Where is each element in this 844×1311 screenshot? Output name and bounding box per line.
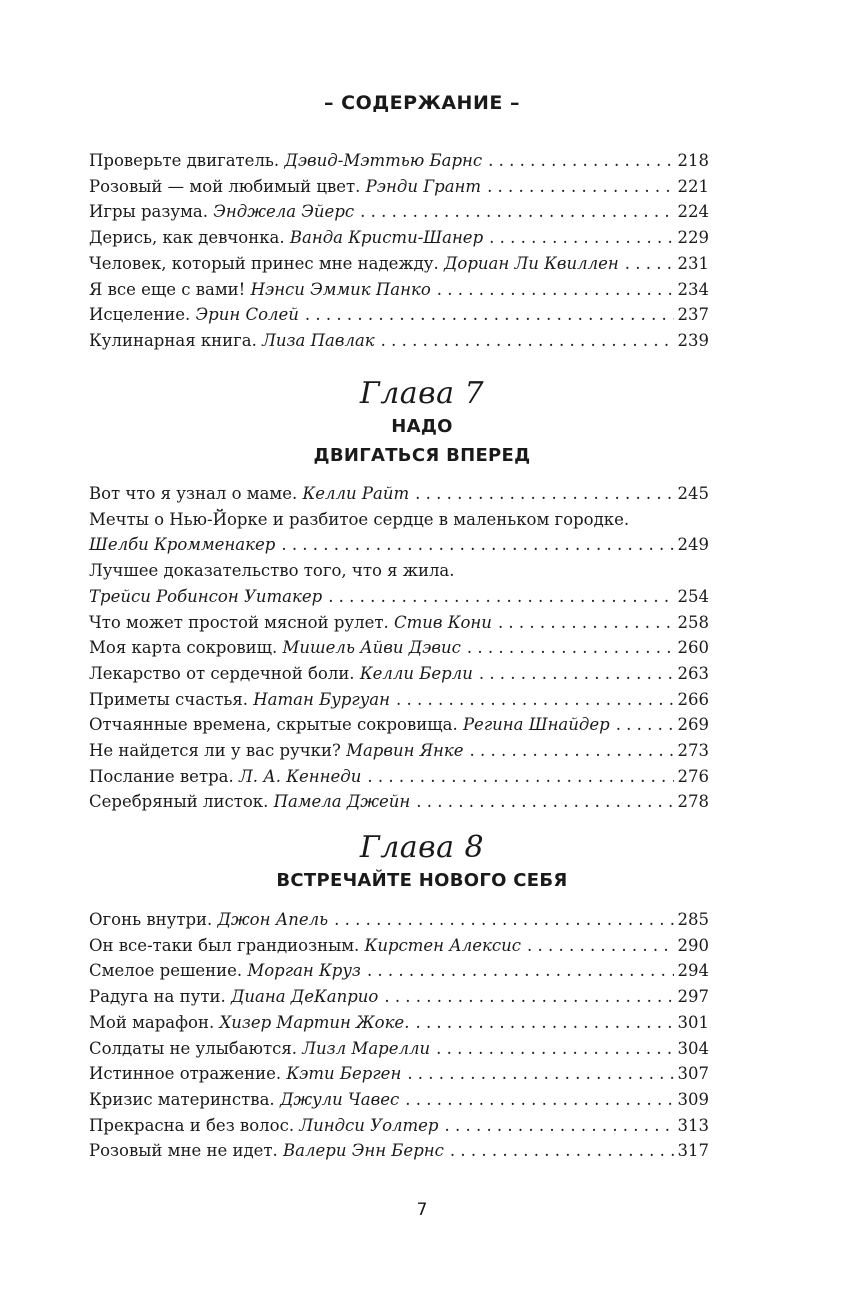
chapter-title: ВСТРЕЧАЙТЕ НОВОГО СЕБЯ — [276, 870, 568, 891]
toc-entry[interactable] — [89, 610, 709, 636]
entry-title: Отчаянные времена, скрытые сокровища. — [89, 715, 458, 735]
entry-author: Келли Берли — [359, 663, 473, 683]
dot-leader — [527, 933, 674, 959]
toc-entry[interactable] — [89, 661, 709, 687]
entry-page: 221 — [677, 176, 709, 196]
entry-title: Лекарство от сердечной боли. — [89, 663, 355, 683]
dot-leader — [444, 1113, 673, 1139]
entry-title: Истинное отражение. — [89, 1064, 282, 1084]
entry-author: Регина Шнайдер — [462, 715, 610, 735]
entry-title: Серебряный листок. — [89, 792, 269, 812]
entry-author: Джули Чавес — [279, 1089, 400, 1109]
toc-entry[interactable] — [89, 1036, 709, 1062]
entry-title: Человек, который принес мне надежду. — [89, 253, 439, 273]
entry-author: Дориан Ли Квиллен — [443, 253, 619, 273]
dot-leader — [381, 328, 674, 354]
entry-author: Лиза Павлак — [262, 330, 375, 350]
entry-title: Проверьте двигатель. — [89, 151, 280, 170]
toc-entry[interactable] — [89, 1087, 709, 1113]
entry-author: Ванда Кристи-Шанер — [289, 228, 484, 248]
dot-leader — [437, 277, 674, 303]
toc-entry[interactable] — [89, 148, 709, 174]
entry-title: Кризис материнства. — [89, 1089, 275, 1109]
entry-author: Шелби Кромменакер — [89, 535, 276, 555]
entry-author: Кэти Берген — [286, 1064, 402, 1084]
entry-author: Линдси Уолтер — [299, 1115, 439, 1135]
entry-author: Диана ДеКаприо — [230, 987, 379, 1007]
entry-author: Натан Бургуан — [253, 689, 390, 709]
toc-entry[interactable] — [89, 277, 709, 303]
entry-title: Игры разума. — [89, 202, 208, 222]
dot-leader — [328, 584, 673, 610]
entry-page: 294 — [677, 961, 709, 981]
entry-author: Энджела Эйерс — [213, 202, 355, 222]
toc-entry[interactable] — [89, 635, 709, 661]
toc-entry[interactable] — [89, 1138, 709, 1164]
entry-page: 263 — [677, 663, 709, 683]
toc-entry[interactable] — [89, 933, 709, 959]
toc-entry[interactable] — [89, 764, 709, 790]
dot-leader — [367, 958, 674, 984]
entry-page: 309 — [677, 1089, 709, 1109]
entry-page: 231 — [677, 253, 709, 273]
entry-page: 273 — [677, 741, 709, 761]
entry-page: 260 — [677, 638, 709, 658]
entry-title: Я все еще с вами! — [89, 279, 246, 299]
entry-page: 307 — [677, 1064, 709, 1084]
chapter-8-heading — [0, 830, 844, 895]
dot-leader — [479, 661, 674, 687]
dot-leader — [450, 1138, 674, 1164]
dot-leader — [305, 302, 674, 328]
toc-entry[interactable] — [89, 481, 709, 507]
dot-leader — [415, 481, 673, 507]
entry-author: Памела Джейн — [273, 792, 411, 812]
entry-title: Смелое решение. — [89, 961, 243, 981]
entry-author: Эрин Солей — [195, 305, 299, 325]
entry-title: Солдаты не улыбаются. — [89, 1038, 298, 1058]
entry-page: 224 — [677, 202, 709, 222]
dot-leader — [334, 907, 673, 933]
dot-leader — [489, 225, 673, 251]
entry-author: Джон Апель — [217, 910, 329, 929]
entry-title: Мой марафон. — [89, 1012, 215, 1032]
entry-author: Морган Круз — [247, 961, 361, 981]
chapter-label: Глава 7 — [359, 376, 485, 411]
entry-author: Л. А. Кеннеди — [238, 766, 362, 786]
toc-entry[interactable] — [89, 712, 709, 738]
page-number: 7 — [416, 1200, 428, 1220]
toc-entry[interactable] — [89, 174, 709, 200]
chapter-label: Глава 8 — [359, 830, 485, 865]
entry-title: Дерись, как девчонка. — [89, 228, 285, 248]
entry-title: Моя карта сокровищ. — [89, 638, 278, 658]
entry-page: 317 — [677, 1141, 709, 1161]
toc-entry[interactable] — [89, 328, 709, 354]
entry-page: 254 — [677, 586, 709, 606]
entry-author: Келли Райт — [302, 484, 410, 503]
entry-title: Он все-таки был грандиозным. — [89, 935, 360, 955]
entry-author: Мишель Айви Дэвис — [282, 638, 461, 658]
entry-page: 301 — [677, 1012, 709, 1032]
entry-author: Марвин Янке — [346, 741, 464, 761]
toc-entry[interactable] — [89, 958, 709, 984]
entry-title: Кулинарная книга. — [89, 330, 257, 350]
dot-leader — [360, 199, 673, 225]
dot-leader — [470, 738, 674, 764]
entry-title: Приметы счастья. — [89, 689, 249, 709]
toc-entry[interactable] — [89, 1061, 709, 1087]
entry-author: Дэвид-Мэттью Барнс — [284, 151, 483, 170]
entry-page: 258 — [677, 612, 709, 632]
entry-author: Рэнди Грант — [365, 176, 482, 196]
chapter-title: ДВИГАТЬСЯ ВПЕРЕД — [313, 445, 531, 466]
entry-title: Вот что я узнал о маме. — [89, 484, 298, 503]
entry-page: 276 — [677, 766, 709, 786]
entry-page: 234 — [677, 279, 709, 299]
entry-title: Что может простой мясной рулет. — [89, 612, 389, 632]
dot-leader — [405, 1087, 673, 1113]
entry-title: Радуга на пути. — [89, 987, 226, 1007]
entry-author: Нэнси Эммик Панко — [250, 279, 431, 299]
toc-section-intro — [89, 148, 709, 354]
entry-author: Валери Энн Бернс — [283, 1141, 444, 1161]
dot-leader — [467, 635, 674, 661]
dot-leader — [407, 1061, 673, 1087]
dot-leader — [367, 764, 673, 790]
toc-entry[interactable] — [89, 199, 709, 225]
entry-page: 245 — [677, 484, 709, 503]
entry-page: 269 — [677, 715, 709, 735]
entry-page: 304 — [677, 1038, 709, 1058]
toc-entry[interactable] — [89, 558, 709, 609]
entry-page: 237 — [677, 305, 709, 325]
chapter-title: НАДО — [391, 416, 453, 437]
entry-title: Лучшее доказательство того, что я жила. — [89, 561, 455, 581]
entry-author: Лизл Марелли — [302, 1038, 431, 1058]
dot-leader — [436, 1036, 673, 1062]
dot-leader — [415, 1010, 673, 1036]
entry-author: Кирстен Алексис — [364, 935, 521, 955]
entry-title: Послание ветра. — [89, 766, 234, 786]
entry-page: 239 — [677, 330, 709, 350]
dot-leader — [487, 174, 673, 200]
toc-entry[interactable] — [89, 302, 709, 328]
dot-leader — [416, 789, 673, 815]
entry-author: Трейси Робинсон Уитакер — [89, 586, 323, 606]
chapter-7-heading — [0, 376, 844, 470]
dot-leader — [396, 687, 674, 713]
entry-title: Прекрасна и без волос. — [89, 1115, 295, 1135]
entry-author: Стив Кони — [393, 612, 492, 632]
toc-entry[interactable] — [89, 1113, 709, 1139]
toc-entry[interactable] — [89, 507, 709, 558]
entry-page: 313 — [677, 1115, 709, 1135]
dot-leader — [498, 610, 674, 636]
toc-entry[interactable] — [89, 1010, 709, 1036]
entry-page: 297 — [677, 987, 709, 1007]
entry-title: Розовый мне не идет. — [89, 1141, 278, 1161]
entry-page: 218 — [677, 151, 709, 170]
toc-entry[interactable] — [89, 225, 709, 251]
dot-leader — [616, 712, 674, 738]
entry-title: Исцеление. — [89, 305, 191, 325]
dot-leader — [281, 532, 673, 558]
entry-page: 229 — [677, 228, 709, 248]
entry-page: 266 — [677, 689, 709, 709]
entry-title: Мечты о Нью-Йорке и разбитое сердце в маленьком городке. — [89, 509, 630, 529]
toc-chapter-8 — [89, 907, 709, 1164]
dot-leader — [488, 148, 673, 174]
entry-title: Огонь внутри. — [89, 910, 213, 929]
toc-entry[interactable] — [89, 687, 709, 713]
entry-page: 285 — [677, 910, 709, 929]
entry-page: 290 — [677, 935, 709, 955]
page-header: – СОДЕРЖАНИЕ – — [324, 92, 520, 114]
toc-entry[interactable] — [89, 251, 709, 277]
entry-author: Хизер Мартин Жоке. — [219, 1012, 410, 1032]
dot-leader — [625, 251, 674, 277]
dot-leader — [384, 984, 673, 1010]
toc-entry[interactable] — [89, 789, 709, 815]
entry-title: Не найдется ли у вас ручки? — [89, 741, 341, 761]
toc-chapter-7 — [89, 481, 709, 815]
toc-entry[interactable] — [89, 738, 709, 764]
toc-entry[interactable] — [89, 984, 709, 1010]
entry-title: Розовый — мой любимый цвет. — [89, 176, 361, 196]
entry-page: 249 — [677, 535, 709, 555]
entry-page: 278 — [677, 792, 709, 812]
toc-entry[interactable] — [89, 907, 709, 933]
